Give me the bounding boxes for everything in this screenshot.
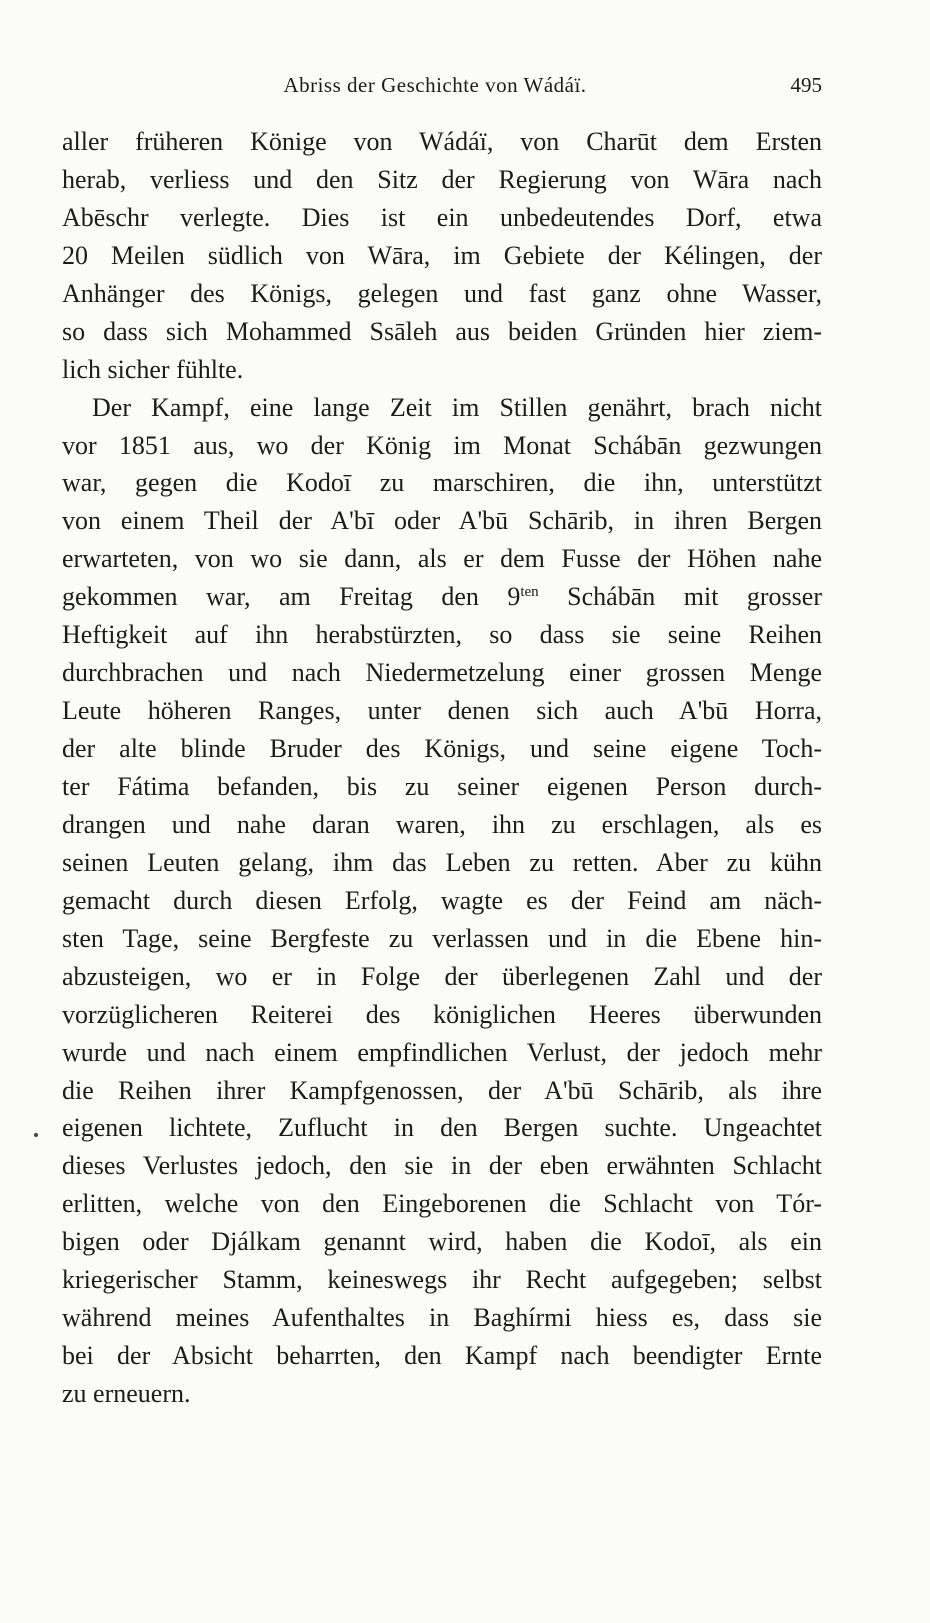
text-line: erlitten, welche von den Eingeborenen die Schlacht von Tór- xyxy=(62,1189,822,1219)
text-line: Abēschr verlegte. Dies ist ein unbedeutendes Dorf, etwa xyxy=(62,202,822,232)
text-line: Heftigkeit auf ihn herabstürzten, so dass sie seine Reihen xyxy=(62,620,822,650)
text-line: aller früheren Könige von Wádáï, von Charūt dem Ersten xyxy=(62,127,822,156)
page-number: 495 xyxy=(790,73,822,97)
text-line: die Reihen ihrer Kampfgenossen, der A'bū Schārib, als ihre xyxy=(62,1075,822,1105)
text-line: zu erneuern. xyxy=(62,1379,191,1409)
text-line: gemacht durch diesen Erfolg, wagte es der Feind am näch- xyxy=(62,885,822,915)
text-line: bigen oder Djálkam genannt wird, haben die Kodoī, als ein xyxy=(62,1227,822,1257)
text-segment: Schábān mit grosser xyxy=(538,582,822,612)
text-line: wurde und nach einem empfindlichen Verlust, der jedoch mehr xyxy=(62,1037,822,1067)
text-line: Der Kampf, eine lange Zeit im Stillen genährt, brach nicht xyxy=(92,392,822,422)
running-head xyxy=(62,68,822,102)
text-line: erwarteten, von wo sie dann, als er dem Fusse der Höhen nahe xyxy=(62,544,822,574)
text-segment: gekommen war, am Freitag den 9 xyxy=(62,582,521,612)
text-line: lich sicher fühlte. xyxy=(62,354,244,384)
text-line: so dass sich Mohammed Ssāleh aus beiden Gründen hier ziem- xyxy=(62,316,822,346)
running-title: Abriss der Geschichte von Wádáï. xyxy=(283,73,587,97)
text-line: Anhänger des Königs, gelegen und fast ganz ohne Wasser, xyxy=(62,278,822,308)
text-line: seinen Leuten gelang, ihm das Leben zu retten. Aber zu kühn xyxy=(62,847,822,877)
text-line: während meines Aufenthaltes in Baghírmi hiess es, dass sie xyxy=(62,1303,822,1333)
text-line: eigenen lichtete, Zuflucht in den Bergen suchte. Ungeachtet xyxy=(62,1113,822,1143)
text-line: Leute höheren Ranges, unter denen sich auch A'bū Horra, xyxy=(62,696,822,726)
text-line: vor 1851 aus, wo der König im Monat Schábān gezwungen xyxy=(62,430,822,460)
text-line: bei der Absicht beharrten, den Kampf nach beendigter Ernte xyxy=(62,1341,822,1371)
text-line: 20 Meilen südlich von Wāra, im Gebiete der Kélingen, der xyxy=(62,240,822,270)
text-line: war, gegen die Kodoī zu marschiren, die ihn, unterstützt xyxy=(62,468,822,498)
text-line: drangen und nahe daran waren, ihn zu erschlagen, als es xyxy=(62,809,822,839)
ordinal-superscript: ten xyxy=(520,584,539,601)
text-line: von einem Theil der A'bī oder A'bū Schārib, in ihren Bergen xyxy=(62,506,822,536)
text-line: dieses Verlustes jedoch, den sie in der eben erwähnten Schlacht xyxy=(62,1151,822,1181)
text-line: der alte blinde Bruder des Königs, und seine eigene Toch- xyxy=(62,734,822,764)
text-line: ter Fátima befanden, bis zu seiner eigenen Person durch- xyxy=(62,771,822,801)
text-line: sten Tage, seine Bergfeste zu verlassen und in die Ebene hin- xyxy=(62,923,822,953)
text-line xyxy=(62,578,822,616)
text-line: herab, verliess und den Sitz der Regierung von Wāra nach xyxy=(62,164,822,194)
text-line: durchbrachen und nach Niedermetzelung einer grossen Menge xyxy=(62,658,822,688)
scan-speck xyxy=(34,1133,38,1137)
text-line: kriegerischer Stamm, keineswegs ihr Recht aufgegeben; selbst xyxy=(62,1265,822,1295)
text-line: vorzüglicheren Reiterei des königlichen Heeres überwunden xyxy=(62,999,822,1029)
text-line: abzusteigen, wo er in Folge der überlegenen Zahl und der xyxy=(62,961,822,991)
